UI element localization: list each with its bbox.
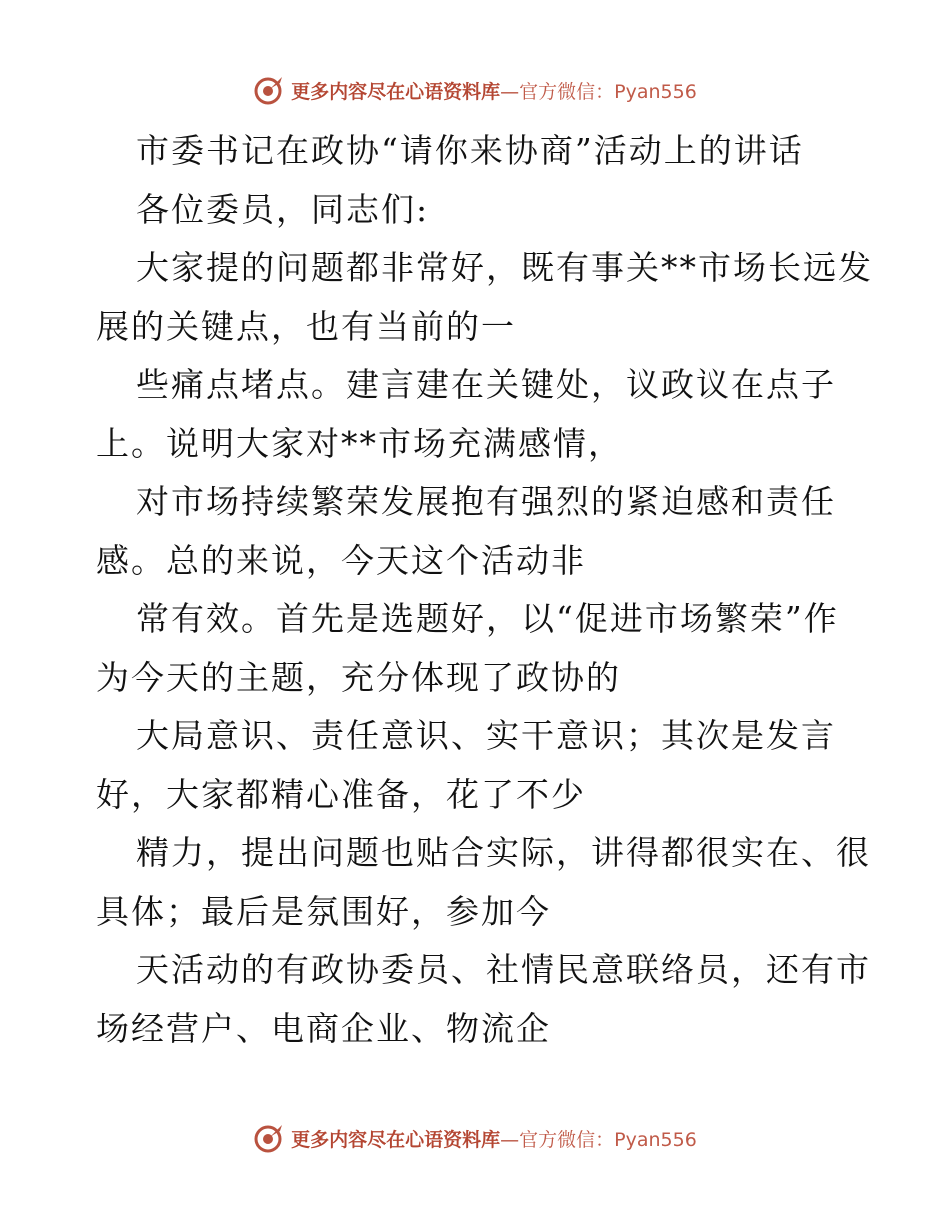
- document-line: 展的关键点，也有当前的一: [96, 306, 516, 346]
- document-line: 为今天的主题，充分体现了政协的: [96, 657, 621, 697]
- document-line: 上。说明大家对**市场充满感情，: [96, 423, 623, 463]
- header-banner-main: 更多内容尽在心语资料库: [291, 80, 501, 103]
- document-line: 大局意识、责任意识、实干意识；其次是发言: [136, 716, 836, 755]
- footer-banner-text: [291, 1125, 697, 1152]
- document-line: 市委书记在政协“请你来协商”活动上的讲话: [136, 131, 804, 170]
- footer-banner-wechat: 官方微信：Pyan556: [519, 1128, 697, 1151]
- quill-logo-icon: [253, 74, 285, 106]
- header-banner-wechat: 官方微信：Pyan556: [519, 80, 697, 103]
- document-line: 大家提的问题都非常好，既有事关**市场长远发: [136, 248, 873, 287]
- header-banner-dash: —: [500, 80, 520, 103]
- document-line: 精力，提出问题也贴合实际，讲得都很实在、很: [136, 833, 871, 872]
- header-banner-text: [291, 77, 697, 104]
- footer-banner: [0, 1118, 950, 1158]
- document-line: 感。总的来说，今天这个活动非: [96, 540, 586, 580]
- document-line: 各位委员，同志们:: [136, 189, 430, 229]
- document-body: [96, 122, 873, 1058]
- document-line: 好，大家都精心准备，花了不少: [96, 774, 586, 814]
- document-line: 天活动的有政协委员、社情民意联络员，还有市: [136, 950, 871, 989]
- document-line: 具体；最后是氛围好，参加今: [96, 891, 551, 931]
- header-banner: [0, 70, 950, 110]
- document-line: 常有效。首先是选题好，以“促进市场繁荣”作: [136, 599, 839, 638]
- footer-banner-dash: —: [500, 1128, 520, 1151]
- document-line: 场经营户、电商企业、物流企: [96, 1008, 551, 1048]
- footer-banner-main: 更多内容尽在心语资料库: [291, 1128, 501, 1151]
- document-line: 些痛点堵点。建言建在关键处，议政议在点子: [136, 365, 836, 404]
- document-line: 对市场持续繁荣发展抱有强烈的紧迫感和责任: [136, 482, 836, 521]
- quill-logo-icon: [253, 1122, 285, 1154]
